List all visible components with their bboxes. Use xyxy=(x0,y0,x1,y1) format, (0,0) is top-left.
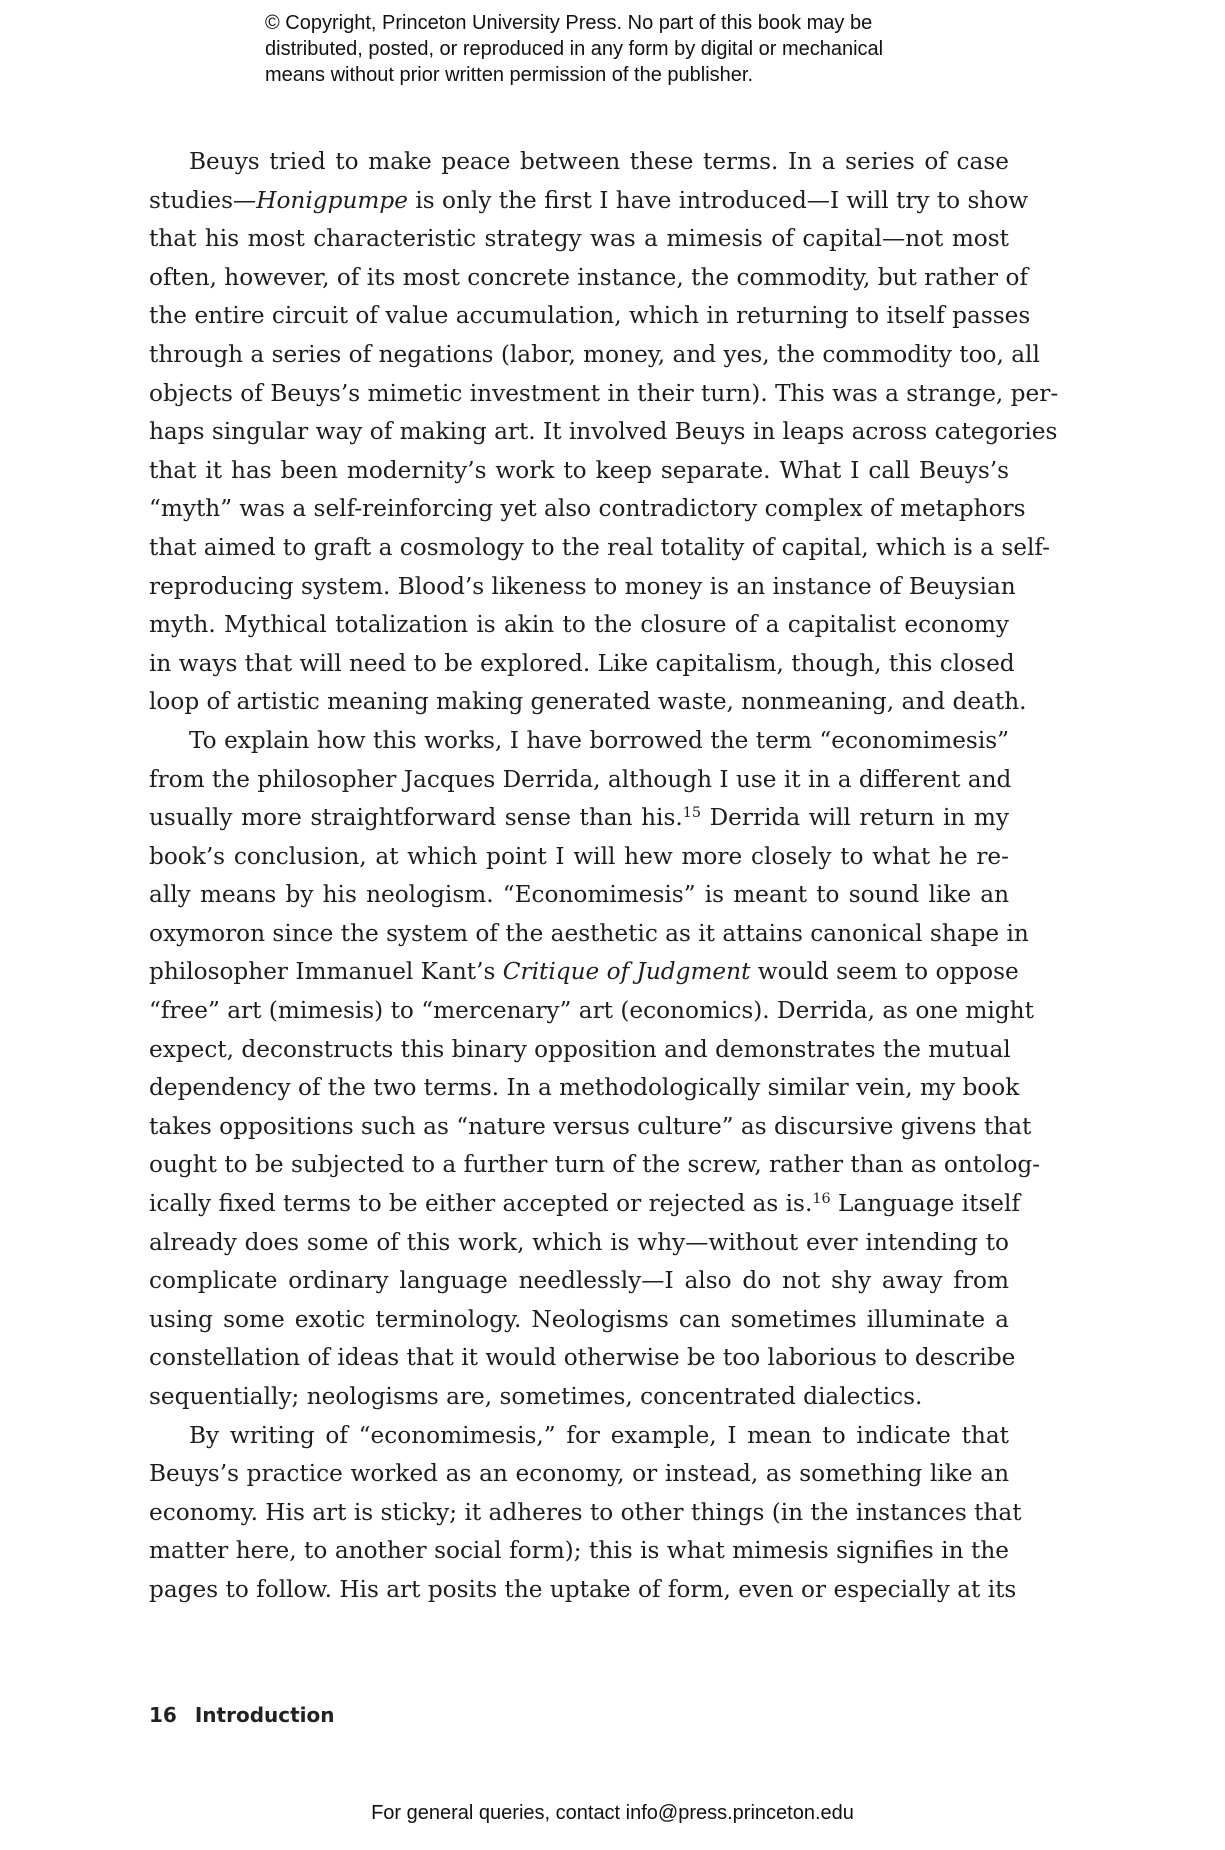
text-line: reproducing system. Blood’s likeness to money is an instance of Beuysian xyxy=(149,572,1016,600)
copyright-notice xyxy=(265,10,965,88)
text-line: that aimed to graft a cosmology to the real totality of capital, which is a self- xyxy=(149,533,1051,561)
text-line: complicate ordinary language needlessly—I also do not shy away from xyxy=(149,1267,1009,1295)
copyright-line: means without prior written permission of the publisher. xyxy=(265,64,754,86)
text-line: ought to be subjected to a further turn of the screw, rather than as ontolog- xyxy=(149,1151,1041,1179)
text-line: book’s conclusion, at which point I will hew more closely to what he re- xyxy=(149,842,1009,870)
text-line: usually more straightforward sense than his.$^{15}$ Derrida will return in my xyxy=(149,804,1009,832)
text-line: sequentially; neologisms are, sometimes, concentrated dialectics. xyxy=(149,1383,923,1410)
contact-line: For general queries, contact info@press.princeton.edu xyxy=(371,1802,854,1824)
text-line: philosopher Immanuel Kant’s Critique of Judgment would seem to oppose xyxy=(149,958,1019,986)
text-line: that his most characteristic strategy was a mimesis of capital—not most xyxy=(149,225,1009,253)
footnote-marker: 15 xyxy=(682,805,702,822)
text-line: expect, deconstructs this binary opposition and demonstrates the mutual xyxy=(149,1035,1011,1063)
text-line: myth. Mythical totalization is akin to the closure of a capitalist economy xyxy=(149,611,1009,639)
text-line: the entire circuit of value accumulation, which in returning to itself passes xyxy=(149,302,1031,330)
text-line: haps singular way of making art. It involved Beuys in leaps across categories xyxy=(149,418,1058,446)
text-line: objects of Beuys’s mimetic investment in their turn). This was a strange, per- xyxy=(149,379,1059,407)
text-line: often, however, of its most concrete instance, the commodity, but rather of xyxy=(149,263,1029,291)
page-footer xyxy=(149,1703,335,1727)
copyright-line: distributed, posted, or reproduced in any form by digital or mechanical xyxy=(265,38,884,60)
copyright-line: © Copyright, Princeton University Press. No part of this book may be xyxy=(265,12,873,34)
text-line: Beuys’s practice worked as an economy, or instead, as something like an xyxy=(149,1460,1009,1488)
text-line: studies—Honigpumpe is only the first I have introduced—I will try to show xyxy=(149,186,1029,214)
footnote-marker: 16 xyxy=(812,1191,831,1208)
italic-title: Critique of Judgment xyxy=(502,958,751,986)
text-line: Beuys tried to make peace between these terms. In a series of case xyxy=(189,148,1009,175)
text-line: loop of artistic meaning making generated waste, nonmeaning, and death. xyxy=(149,688,1027,716)
text-line: dependency of the two terms. In a methodologically similar vein, my book xyxy=(149,1074,1020,1102)
text-line: “myth” was a self-reinforcing yet also contradictory complex of metaphors xyxy=(149,495,1026,523)
text-line: economy. His art is sticky; it adheres to other things (in the instances that xyxy=(149,1498,1022,1526)
text-line: from the philosopher Jacques Derrida, although I use it in a different and xyxy=(149,765,1012,793)
page-number: 16 xyxy=(149,1703,177,1727)
text-line: constellation of ideas that it would otherwise be too laborious to describe xyxy=(149,1344,1016,1372)
text-line: oxymoron since the system of the aesthetic as it attains canonical shape in xyxy=(149,919,1029,947)
text-line: in ways that will need to be explored. Like capitalism, though, this closed xyxy=(149,649,1015,677)
text-line: matter here, to another social form); this is what mimesis signifies in the xyxy=(149,1537,1009,1565)
text-line: To explain how this works, I have borrowed the term “economimesis” xyxy=(189,726,1009,754)
text-line: ally means by his neologism. “Economimesis” is meant to sound like an xyxy=(149,881,1009,909)
text-line: through a series of negations (labor, money, and yes, the commodity too, all xyxy=(149,340,1040,368)
italic-title: Honigpumpe xyxy=(256,186,408,214)
text-line: “free” art (mimesis) to “mercenary” art (economics). Derrida, as one might xyxy=(149,997,1034,1025)
text-line: takes oppositions such as “nature versus culture” as discursive givens that xyxy=(149,1112,1032,1140)
text-line: pages to follow. His art posits the uptake of form, even or especially at its xyxy=(149,1575,1017,1603)
running-head: Introduction xyxy=(194,1703,335,1727)
text-line: ically fixed terms to be either accepted or rejected as is.$^{16}$ Language itself xyxy=(149,1190,1021,1218)
body-text xyxy=(149,143,1059,1610)
text-line: By writing of “economimesis,” for example, I mean to indicate that xyxy=(189,1421,1009,1449)
text-line: using some exotic terminology. Neologisms can sometimes illuminate a xyxy=(149,1305,1009,1333)
text-line: that it has been modernity’s work to keep separate. What I call Beuys’s xyxy=(149,456,1009,484)
text-line: already does some of this work, which is why—without ever intending to xyxy=(149,1228,1009,1256)
